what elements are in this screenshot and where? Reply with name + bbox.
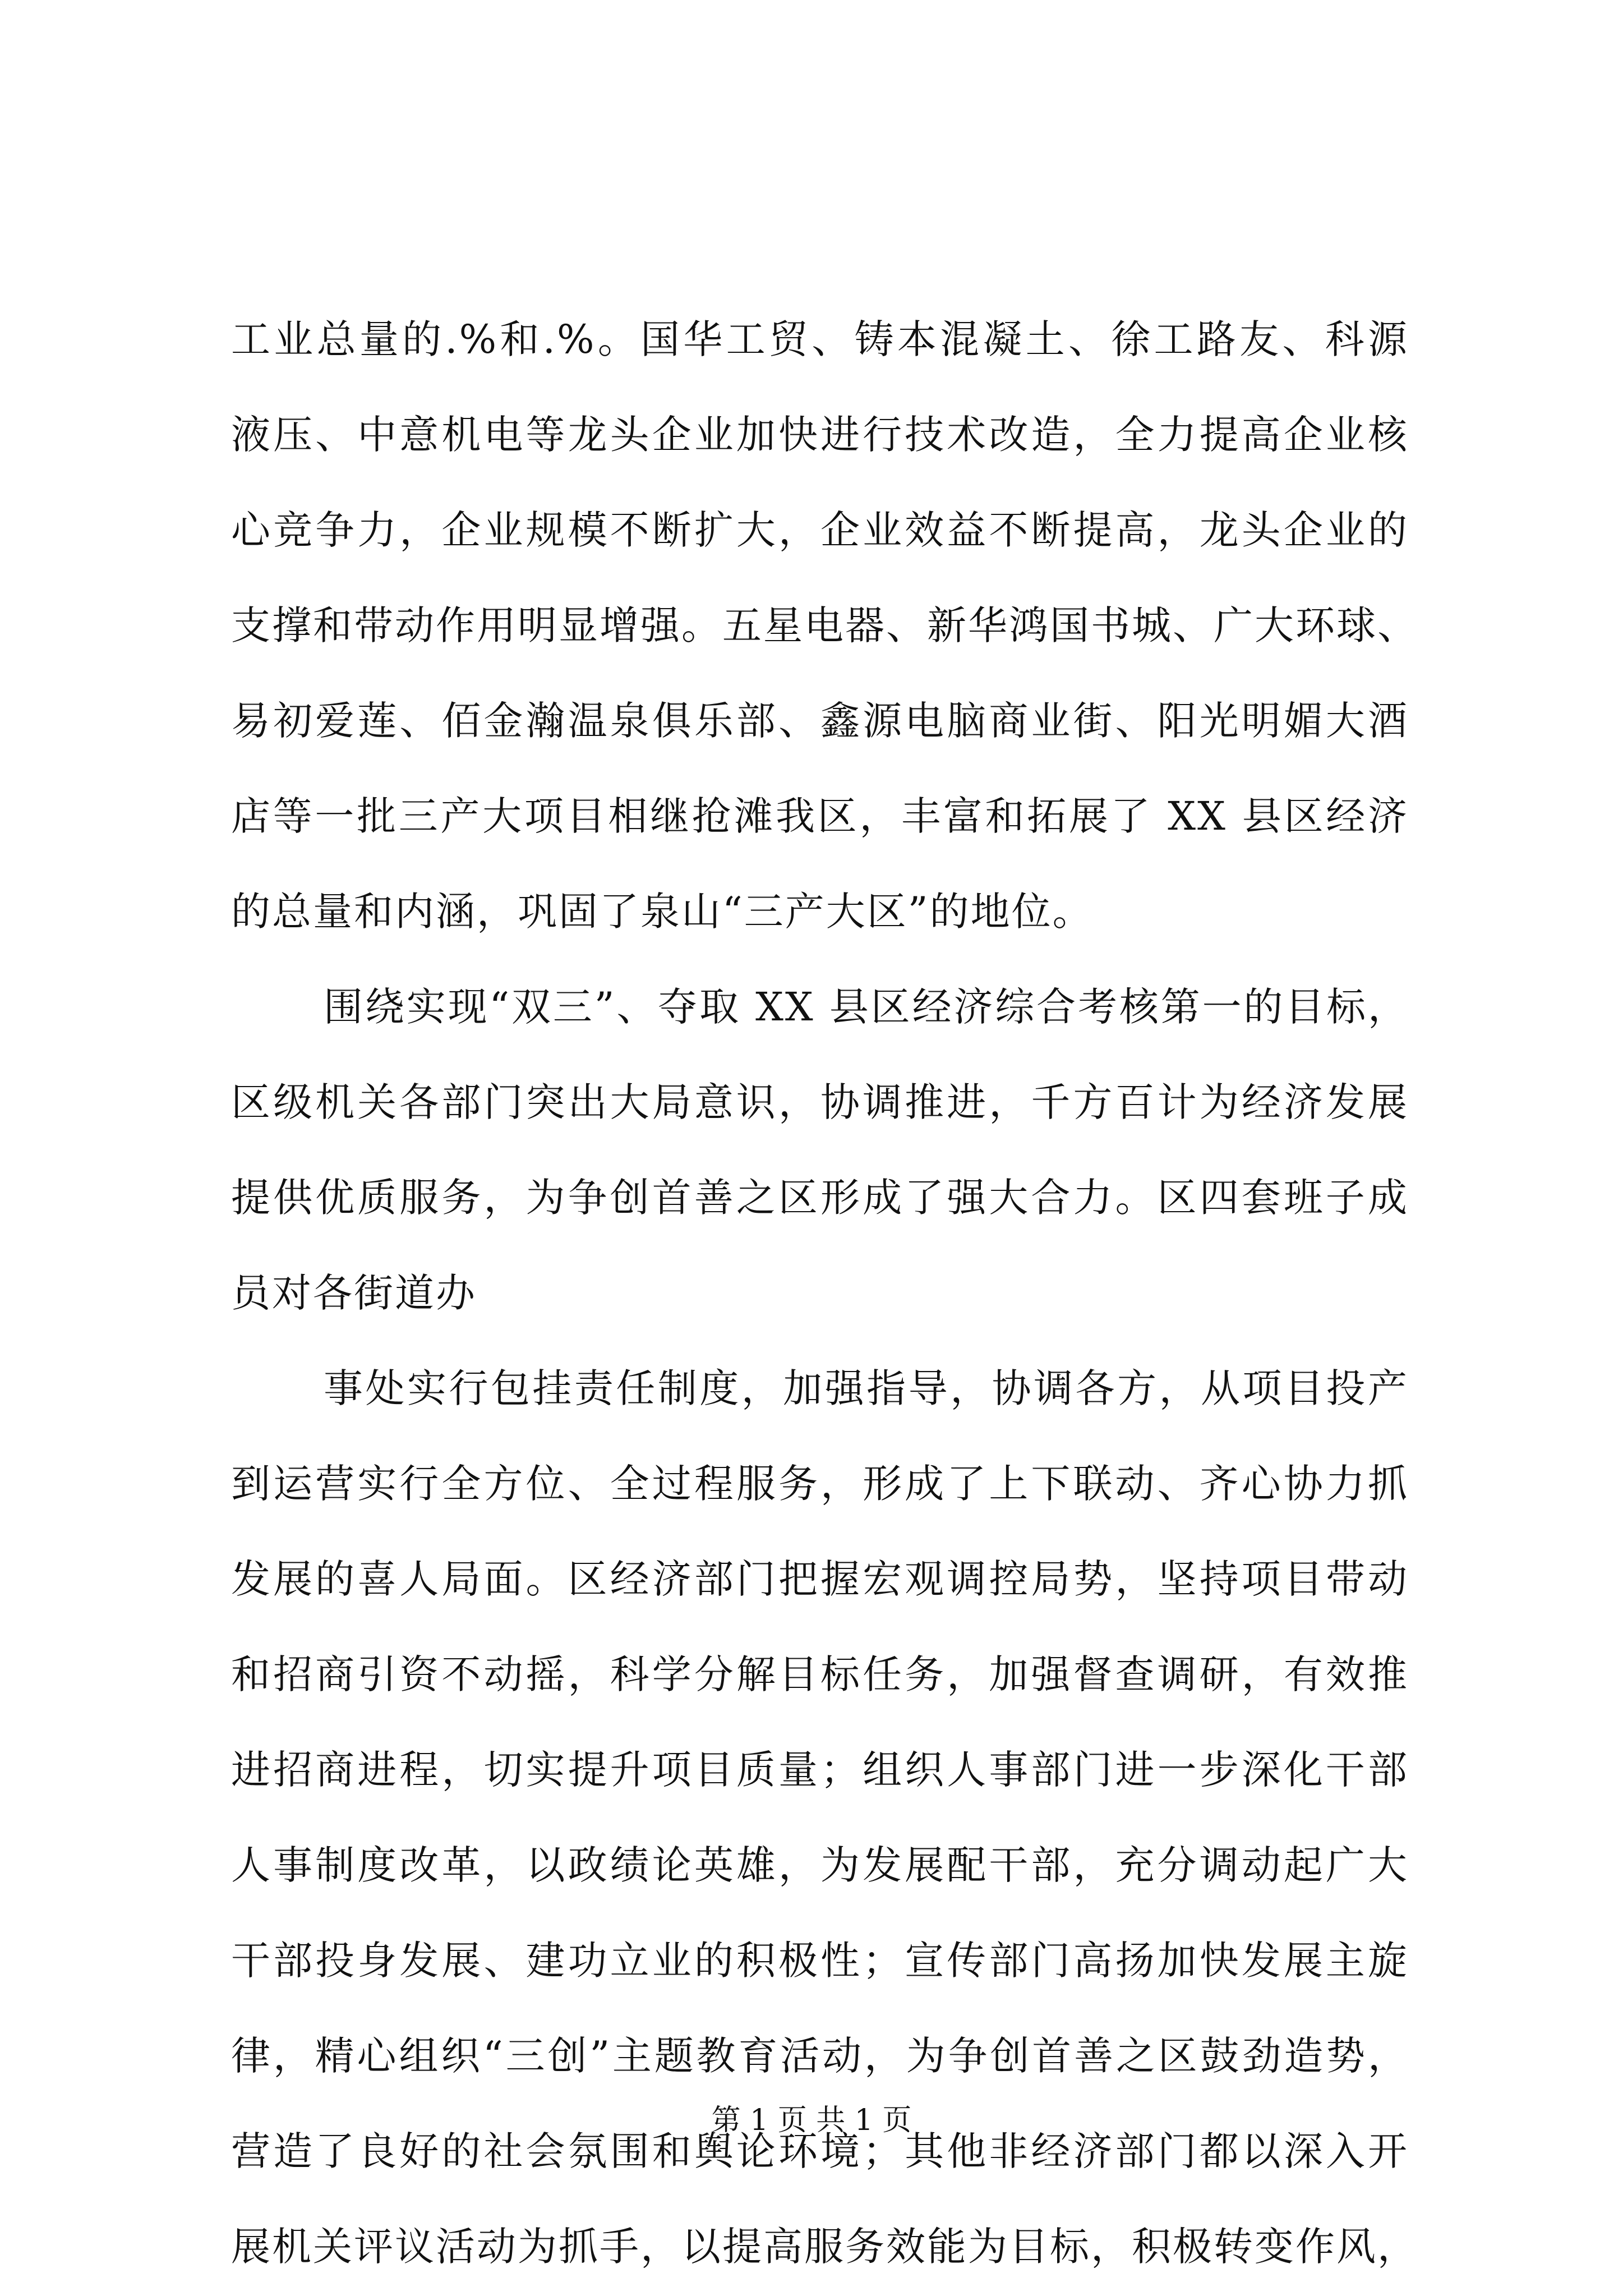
paragraph	[231, 1341, 1418, 2294]
text-line: 展机关评议活动为抓手，以提高服务效能为目标，积极转变作风，	[231, 2224, 1418, 2270]
text-line: 人事制度改革，以政绩论英雄，为发展配干部，充分调动起广大	[231, 1842, 1409, 1888]
text-line: 支撑和带动作用明显增强。五星电器、新华鸿国书城、广大环球、	[231, 602, 1418, 648]
text-line: 提供优质服务，为争创首善之区形成了强大合力。区四套班子成	[231, 1175, 1409, 1221]
text-line: 区级机关各部门突出大局意识，协调推进，千方百计为经济发展	[231, 1079, 1409, 1125]
paragraph	[231, 959, 1409, 1341]
text-line: 进招商进程，切实提升项目质量；组织人事部门进一步深化干部	[231, 1747, 1409, 1793]
text-line: 易初爱莲、佰金瀚温泉俱乐部、鑫源电脑商业街、阳光明媚大酒	[231, 698, 1409, 744]
page-footer: 第 1 页 共 1 页	[711, 2104, 912, 2137]
text-line: 和招商引资不动摇，科学分解目标任务，加强督查调研，有效推	[231, 1651, 1409, 1697]
text-line: 律，精心组织“三创”主题教育活动，为争创首善之区鼓劲造势，	[231, 2033, 1409, 2079]
text-line: 员对各街道办	[231, 1270, 477, 1316]
text-line: 围绕实现“双三”、夺取 XX 县区经济综合考核第一的目标，	[324, 984, 1409, 1030]
body-text	[231, 292, 1418, 2294]
paragraph	[231, 292, 1418, 959]
text-line: 液压、中意机电等龙头企业加快进行技术改造，全力提高企业核	[231, 412, 1409, 458]
text-line: 营造了良好的社会氛围和舆论环境；其他非经济部门都以深入开	[231, 2128, 1409, 2174]
text-line: 的总量和内涵，巩固了泉山“三产大区”的地位。	[231, 889, 1094, 935]
text-line: 干部投身发展、建功立业的积极性；宣传部门高扬加快发展主旋	[231, 1938, 1409, 1984]
text-line: 工业总量的.%和.%。国华工贸、铸本混凝土、徐工路友、科源	[231, 316, 1409, 362]
text-line: 事处实行包挂责任制度，加强指导，协调各方，从项目投产	[324, 1365, 1409, 1411]
text-line: 到运营实行全方位、全过程服务，形成了上下联动、齐心协力抓	[231, 1461, 1409, 1507]
text-line: 店等一批三产大项目相继抢滩我区，丰富和拓展了 XX 县区经济	[231, 793, 1409, 839]
text-line: 发展的喜人局面。区经济部门把握宏观调控局势，坚持项目带动	[231, 1556, 1409, 1602]
text-line: 心竞争力，企业规模不断扩大，企业效益不断提高，龙头企业的	[231, 507, 1409, 553]
